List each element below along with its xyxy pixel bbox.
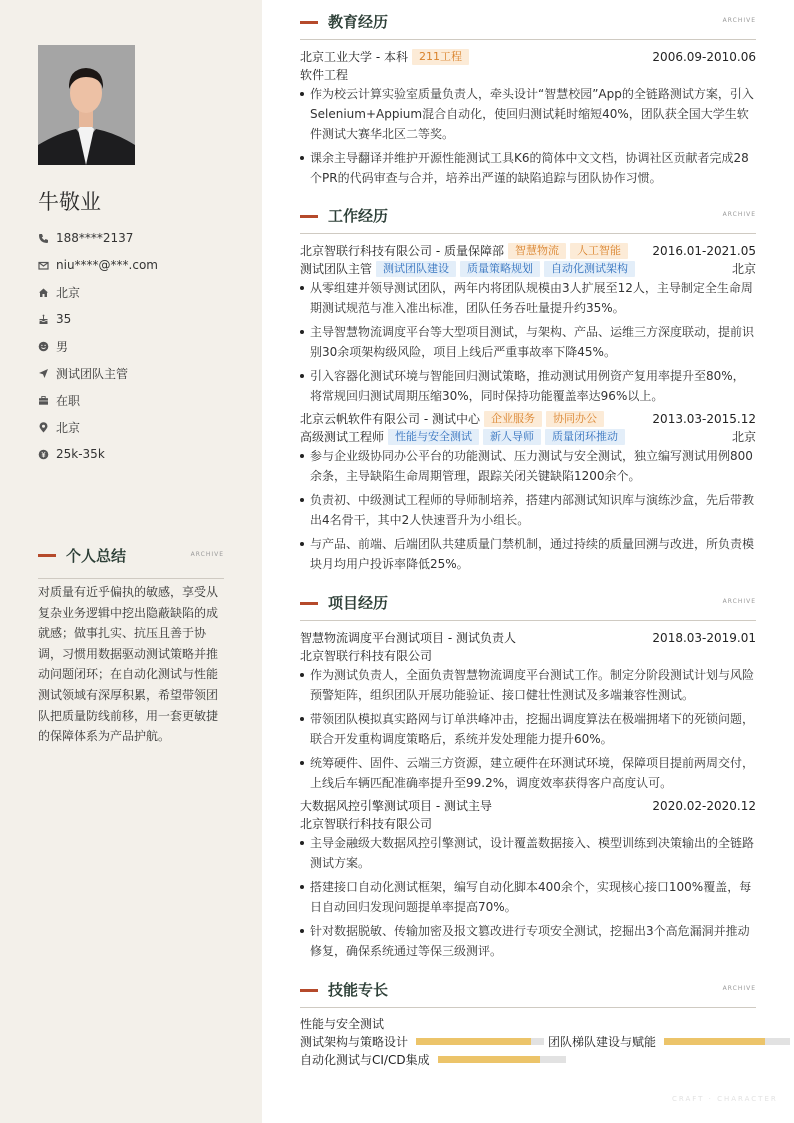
info-phone [38,230,133,246]
project-date: 2018.03-2019.01 [652,630,756,645]
status-text: 在职 [56,393,81,408]
info-email [38,257,158,273]
project-name: 智慧物流调度平台测试项目 - 测试负责人 [300,631,516,645]
industry-tag: 企业服务 [484,411,542,427]
project-date: 2020.02-2020.12 [652,798,756,813]
education-bullet: 课余主导翻译并维护开源性能测试工具K6的简体中文文档，协调社区贡献者完成28个PR的代码审查与合并，培养出严谨的缺陷追踪与团队协作习惯。 [300,148,756,188]
project-title-row [300,629,756,646]
candidate-name: 牛敬业 [38,190,101,214]
salary-text: 25k-35k [56,447,105,461]
job-bullet: 负责初、中级测试工程师的导师制培养，搭建内部测试知识库与演练沙盒，先后带教出4名骨干，其中2人快速晋升为小组长。 [300,490,756,530]
job-company: 北京云帆软件有限公司 - 测试中心 [300,412,480,426]
section-accent-bar [300,602,318,605]
briefcase-icon [38,395,49,406]
money-icon [38,449,49,460]
phone-icon [38,233,49,244]
project-bullet: 带领团队模拟真实路网与订单洪峰冲击，挖掘出调度算法在极端拥堵下的死锁问题，联合开发重构调度策略后，系统并发处理能力提升60%。 [300,709,756,749]
skill-item [548,1033,790,1049]
job-role-row [300,260,756,277]
industry-tag: 人工智能 [570,243,628,259]
skill-level-bar [438,1056,566,1063]
footer-watermark: CRAFT · CHARACTER [672,1095,778,1103]
skill-item [300,1051,566,1067]
role-tag: 性能与安全测试 [388,429,479,445]
skill-level-fill [664,1038,765,1045]
skill-level-fill [416,1038,531,1045]
project-bullet: 主导金融级大数据风控引擎测试，设计覆盖数据接入、模型训练到决策输出的全链路测试方案。 [300,833,756,873]
map-pin-icon [38,422,49,433]
info-salary [38,446,105,462]
skills-subtitle: ARCHIVE [722,985,756,992]
project-company-row [300,647,756,664]
job-role-row [300,428,756,445]
skills-title: 技能专长 [328,981,389,999]
skill-level-fill [438,1056,540,1063]
phone-text: 188****2137 [56,231,134,245]
home-icon [38,287,49,298]
info-age [38,311,71,327]
skills-section-header [300,980,756,1008]
projects-title: 项目经历 [328,594,389,612]
section-accent-bar [300,989,318,992]
summary-title: 个人总结 [66,547,127,565]
skill-name: 自动化测试与CI/CD集成 [300,1052,430,1067]
gender-text: 男 [56,339,69,354]
education-school-row [300,48,756,65]
portrait-image [38,45,135,165]
summary-subtitle: ARCHIVE [190,551,224,558]
profile-photo [38,45,135,165]
email-text: niu****@***.com [56,258,158,272]
location-text: 北京 [56,285,81,300]
education-title: 教育经历 [328,13,389,31]
industry-tag: 智慧物流 [508,243,566,259]
sidebar [0,0,262,1123]
position-text: 测试团队主管 [56,366,129,381]
work-section-header [300,206,756,234]
job-city: 北京 [731,262,756,276]
project-name: 大数据风控引擎测试项目 - 测试主导 [300,799,492,813]
job-bullet: 与产品、前端、后端团队共建质量门禁机制，通过持续的质量回溯与改进，所负责模块月均用户投诉率降低25%。 [300,534,756,574]
target-city-text: 北京 [56,420,81,435]
school-tag: 211工程 [412,49,469,65]
info-gender [38,338,68,354]
job-bullet: 引入容器化测试环境与智能回归测试策略，推动测试用例资产复用率提升至80%，将常规回归测试周期压缩30%，同时保持功能覆盖率达96%以上。 [300,366,756,406]
work-subtitle: ARCHIVE [722,211,756,218]
cake-icon [38,314,49,325]
mail-icon [38,260,49,271]
education-major-row [300,66,756,83]
job-company-row [300,242,756,259]
education-section-header [300,12,756,40]
projects-subtitle: ARCHIVE [722,598,756,605]
project-bullet: 作为测试负责人，全面负责智慧物流调度平台测试工作。制定分阶段测试计划与风险预警矩阵，组织团队开展功能验证、接口健壮性测试及多端兼容性测试。 [300,665,756,705]
skill-level-bar [416,1038,544,1045]
industry-tag: 协同办公 [546,411,604,427]
job-bullet: 从零组建并领导测试团队，两年内将团队规模由3人扩展至12人，主导制定全生命周期测试规范与准入准出标准，团队任务吞吐量提升约35%。 [300,278,756,318]
info-status [38,392,80,408]
job-city: 北京 [731,430,756,444]
major-name: 软件工程 [300,68,349,82]
job-role: 测试团队主管 [300,262,373,276]
job-date: 2013.03-2015.12 [652,411,756,426]
job-role: 高级测试工程师 [300,430,385,444]
summary-text: 对质量有近乎偏执的敏感，享受从复杂业务逻辑中挖出隐蔽缺陷的成就感；做事扎实、抗压且善于协调，习惯用数据驱动测试策略并推动问题闭环；在自动化测试与性能测试领域有深厚积累，希望带领团队把质量防线前移，用一套更敏捷的保障体系为产品护航。 [38,585,219,744]
skills-heading-row [300,1015,756,1032]
project-company: 北京智联行科技有限公司 [300,649,433,663]
job-bullet: 参与企业级协同办公平台的功能测试、压力测试与安全测试，独立编写测试用例800余条，主导缺陷生命周期管理，跟踪关闭关键缺陷1200余个。 [300,446,756,486]
project-bullet: 针对数据脱敏、传输加密及报文篡改进行专项安全测试，挖掘出3个高危漏洞并推动修复，确保系统通过等保三级测评。 [300,921,756,961]
skill-name: 团队梯队建设与赋能 [548,1034,657,1049]
section-accent-bar [300,21,318,24]
skill-name: 测试架构与策略设计 [300,1034,409,1049]
job-date: 2016.01-2021.05 [652,243,756,258]
role-tag: 新人导师 [483,429,541,445]
work-title: 工作经历 [328,207,389,225]
project-bullet: 统筹硬件、固件、云端三方资源，建立硬件在环测试环境，保障项目提前两周交付，上线后车辆匹配准确率提升至99.2%，调度效率获得客户高度认可。 [300,753,756,793]
info-location [38,284,80,300]
projects-section-header [300,593,756,621]
summary-section-header [38,545,224,579]
education-date: 2006.09-2010.06 [652,49,756,64]
skill-item [300,1033,544,1049]
job-company-row [300,410,756,427]
project-bullet: 搭建接口自动化测试框架，编写自动化脚本400余个，实现核心接口100%覆盖，每日自动回归发现问题提单率提高70%。 [300,877,756,917]
project-company: 北京智联行科技有限公司 [300,817,433,831]
section-accent-bar [38,554,56,557]
job-bullet: 主导智慧物流调度平台等大型项目测试，与架构、产品、运维三方深度联动，提前识别30余项架构级风险，项目上线后严重事故率下降45%。 [300,322,756,362]
role-tag: 质量策略规划 [460,261,540,277]
skills-heading: 性能与安全测试 [300,1017,385,1031]
project-title-row [300,797,756,814]
role-tag: 质量闭环推动 [545,429,625,445]
job-company: 北京智联行科技有限公司 - 质量保障部 [300,244,504,258]
school-name: 北京工业大学 - 本科 [300,50,408,64]
project-company-row [300,815,756,832]
section-accent-bar [300,215,318,218]
education-bullet: 作为校云计算实验室质量负责人，牵头设计“智慧校园”App的全链路测试方案，引入Selenium+Appium混合自动化，使回归测试耗时缩短40%，团队获全国大学生软件测试大赛华北区二等奖。 [300,84,756,144]
role-tag: 测试团队建设 [376,261,456,277]
age-text: 35 [56,312,72,326]
info-position [38,365,128,381]
role-tag: 自动化测试架构 [544,261,635,277]
skill-level-bar [664,1038,790,1045]
smile-icon [38,341,49,352]
info-target-city [38,419,80,435]
education-subtitle: ARCHIVE [722,17,756,24]
send-icon [38,368,49,379]
